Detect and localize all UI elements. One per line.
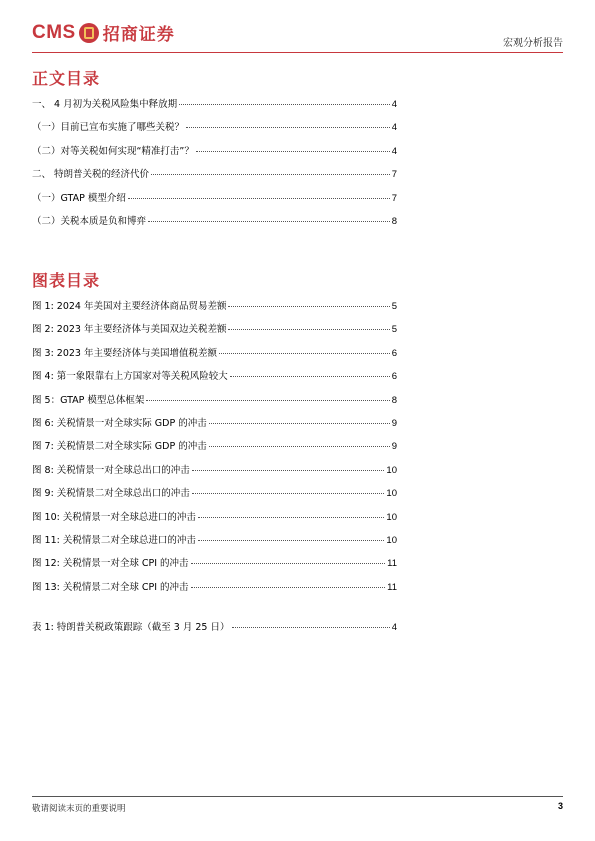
toc-dot-leader <box>198 540 385 541</box>
toc-entry-label: 图 5：GTAP 模型总体框架 <box>32 394 145 406</box>
toc-entry-page: 4 <box>391 122 397 134</box>
toc-entry-label: 图 8: 关税情景一对全球总出口的冲击 <box>32 464 190 476</box>
toc-dot-leader <box>186 127 390 128</box>
toc-dot-leader <box>192 470 385 471</box>
toc-entry-page: 11 <box>387 558 397 570</box>
toc-entry-page: 5 <box>391 324 397 336</box>
toc-entry-page: 5 <box>391 301 397 312</box>
toc-dot-leader <box>191 563 386 564</box>
toc-entry-page: 6 <box>391 371 397 383</box>
toc-entry[interactable] <box>32 392 397 415</box>
toc-entry[interactable] <box>32 368 397 391</box>
page-header <box>32 14 563 52</box>
toc-entry-label: 图 11: 关税情景二对全球总进口的冲击 <box>32 534 196 546</box>
header-divider <box>32 52 563 53</box>
toc-entry-page: 6 <box>391 347 397 359</box>
toc-entry-label: 图 9: 关税情景二对全球总出口的冲击 <box>32 488 190 500</box>
toc-entry[interactable] <box>32 619 397 642</box>
toc-entry-page: 11 <box>387 581 397 593</box>
toc-entry[interactable] <box>32 345 397 368</box>
toc-entry-page: 10 <box>386 534 397 546</box>
toc-dot-leader <box>219 353 390 354</box>
toc-entry[interactable] <box>32 485 397 508</box>
toc-entry[interactable] <box>32 438 397 461</box>
toc-entry-page: 8 <box>391 215 397 227</box>
toc-entry-page: 7 <box>391 192 397 204</box>
toc-entry-label: 图 6: 关税情景一对全球实际 GDP 的冲击 <box>32 417 207 429</box>
cms-logo <box>32 20 175 45</box>
toc-entry-label: （二）对等关税如何实现“精准打击”？ <box>32 145 194 157</box>
toc-dot-leader <box>228 306 389 307</box>
toc-dot-leader <box>146 400 389 401</box>
toc-entry[interactable] <box>32 143 397 166</box>
toc-entry[interactable] <box>32 462 397 485</box>
toc-entry[interactable] <box>32 213 397 236</box>
contents-list <box>32 96 397 236</box>
page-number: 3 <box>557 801 563 811</box>
toc-entry[interactable] <box>32 415 397 438</box>
toc-entry-page: 10 <box>386 511 397 523</box>
toc-entry-page: 10 <box>386 488 397 500</box>
logo-text: CMS <box>32 21 76 43</box>
toc-entry-label: 图 3: 2023 年主要经济体与美国增值税差额 <box>32 347 217 359</box>
toc-dot-leader <box>196 151 390 152</box>
toc-dot-leader <box>228 329 389 330</box>
report-type: 宏观分析报告 <box>503 38 563 49</box>
toc-entry-label: 图 7: 关税情景二对全球实际 GDP 的冲击 <box>32 441 207 453</box>
footer-divider <box>32 796 563 797</box>
toc-entry-label: （二）关税本质是负和博弈 <box>32 215 147 227</box>
toc-dot-leader <box>230 376 390 377</box>
toc-entry[interactable] <box>32 119 397 142</box>
toc-entry-label: 二、 特朗普关税的经济代价 <box>32 169 150 181</box>
toc-entry-label: （一）GTAP 模型介绍 <box>32 192 126 204</box>
toc-dot-leader <box>151 174 390 175</box>
toc-entry-page: 4 <box>391 145 397 157</box>
logo-company-name: 招商证券 <box>102 25 175 45</box>
toc-entry-page: 9 <box>391 417 397 429</box>
toc-entry-label: 一、 4 月初为关税风险集中释放期 <box>32 99 178 110</box>
toc-dot-leader <box>209 423 390 424</box>
toc-entry[interactable] <box>32 555 397 578</box>
contents-title: 正文目录 <box>32 69 101 88</box>
toc-entry-label: 图 12: 关税情景一对全球 CPI 的冲击 <box>32 558 189 570</box>
toc-entry-label: （一）目前已宣布实施了哪些关税？ <box>32 122 185 134</box>
toc-entry[interactable] <box>32 190 397 213</box>
toc-entry-label: 图 10: 关税情景一对全球总进口的冲击 <box>32 511 196 523</box>
toc-entry-label: 表 1: 特朗普关税政策跟踪（截至 3 月 25 日） <box>32 622 230 633</box>
toc-dot-leader <box>192 493 385 494</box>
toc-entry[interactable] <box>32 509 397 532</box>
toc-entry-page: 4 <box>391 99 397 110</box>
toc-dot-leader <box>209 446 390 447</box>
toc-entry-page: 10 <box>386 464 397 476</box>
logo-badge-icon <box>79 23 99 43</box>
figures-title: 图表目录 <box>32 271 101 290</box>
toc-entry[interactable] <box>32 96 397 119</box>
toc-entry-page: 4 <box>391 622 397 633</box>
toc-entry-page: 8 <box>391 394 397 406</box>
toc-entry[interactable] <box>32 298 397 321</box>
toc-dot-leader <box>191 587 386 588</box>
tables-list <box>32 619 397 642</box>
toc-entry[interactable] <box>32 579 397 602</box>
toc-dot-leader <box>128 198 390 199</box>
toc-entry[interactable] <box>32 321 397 344</box>
toc-entry-label: 图 2: 2023 年主要经济体与美国双边关税差额 <box>32 324 227 336</box>
toc-dot-leader <box>198 517 385 518</box>
footer-disclaimer: 敬请阅读末页的重要说明 <box>32 804 126 814</box>
toc-dot-leader <box>179 104 390 105</box>
toc-entry[interactable] <box>32 166 397 189</box>
toc-entry-label: 图 1: 2024 年美国对主要经济体商品贸易差额 <box>32 301 227 312</box>
toc-entry-page: 9 <box>391 441 397 453</box>
toc-entry[interactable] <box>32 532 397 555</box>
figures-list <box>32 298 397 602</box>
toc-entry-page: 7 <box>391 169 397 181</box>
toc-dot-leader <box>148 221 390 222</box>
toc-dot-leader <box>232 627 390 628</box>
toc-entry-label: 图 4: 第一象限靠右上方国家对等关税风险较大 <box>32 371 228 383</box>
toc-entry-label: 图 13: 关税情景二对全球 CPI 的冲击 <box>32 581 189 593</box>
